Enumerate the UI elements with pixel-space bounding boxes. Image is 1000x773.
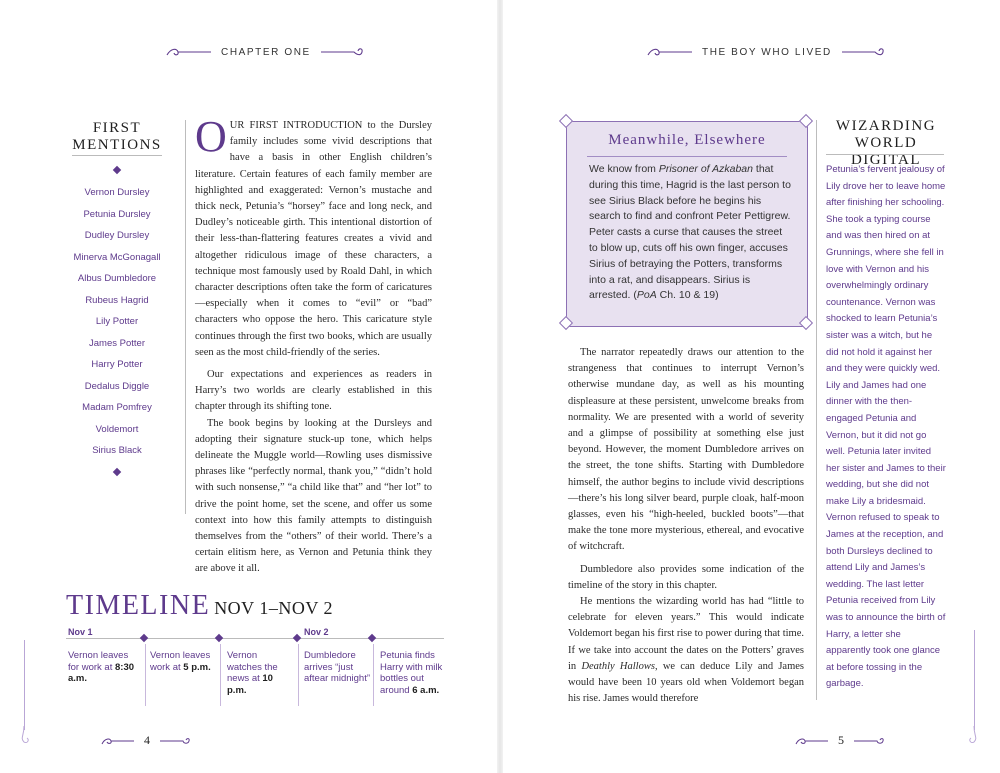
flourish-right-icon [842, 46, 888, 58]
timeline-heading: TIMELINE [66, 590, 211, 621]
timeline-separator [373, 644, 374, 706]
meanwhile-elsewhere-box [566, 121, 808, 327]
right-body-text [568, 345, 804, 707]
flourish-left-icon [794, 736, 828, 746]
wwd-title-line1: WIZARDING [835, 118, 937, 134]
chapter-title: THE BOY WHO LIVED [702, 46, 832, 58]
page-number: 4 [144, 733, 150, 747]
list-item: Petunia Dursley [83, 208, 151, 220]
flourish-left-icon [165, 46, 211, 58]
timeline-date: Nov 1 [68, 627, 93, 637]
timeline-event [227, 650, 293, 696]
list-item: James Potter [89, 337, 145, 349]
event-time: 5 p.m. [183, 661, 211, 673]
timeline-date: Nov 2 [304, 627, 329, 637]
flourish-left-icon [100, 736, 134, 746]
first-mentions-title-line2: MENTIONS [72, 137, 162, 153]
timeline-event [380, 650, 446, 696]
list-item: Voldemort [95, 423, 139, 435]
page-number: 5 [838, 733, 844, 747]
first-mentions-title [58, 120, 176, 154]
box-text: that during this time, Hagrid is the last person to see Sirius Black before he begins his search to find and confront Peter Pettigrew. Peter casts a curse that causes the street to blow up, cuts off his own finger, accuses Sirius of betraying the Potters, transforms into a rat, and disappears. Sirius is arrested. ( [589, 163, 791, 302]
timeline-range: NOV 1–NOV 2 [214, 598, 334, 618]
timeline-event [150, 650, 216, 673]
flourish-right-icon [321, 46, 367, 58]
wizarding-world-digital-text: Petunia’s fervent jealousy of Lily drove her to leave home after finishing her schooling. She took a typing course and was then hired on at Grunnings, where she fell in love with Vernon and his overwhelmingly ordinary countenance. Vernon was shocked to learn Petunia’s sister was a witch, but he did not hold it against her and they were quickly wed. Lily and James had one dinner with the then-engaged Petunia and Vernon, but it did not go well. Petunia later invited her sister and James to their wedding, but she did not make Lily a bridesmaid. Vernon refused to speak to James at the reception, and both Dursleys declined to attend Lily and James’s wedding. The last letter Petunia received from Lily was to announce the birth of Harry, a letter she apparently took one glance at before tossing in the garbage. [826, 164, 946, 690]
bracket-curl-icon [18, 726, 32, 744]
list-item: Rubeus Hagrid [85, 294, 149, 306]
paragraph: Our expectations and experiences as readers in Harry’s two worlds are clearly established in this chapter through its shifting tone. [195, 369, 432, 413]
running-head-right [646, 46, 888, 58]
column-divider [816, 120, 817, 700]
paragraph-text: UR FIRST INTRODUCTION to the Dursley family includes some vivid descriptions that have a basis in other English children’s literature. Certain features of each family member are highlighted and exaggerated: Vernon’s mustache and thick neck, Petunia’s “horsey” face and long neck, and Dudley’s noticeable girth. This intentional distortion of their less-than-flattering features creates a vivid and altogether ridiculous image of these characters, a technique most famously used by Roald Dahl, in which character descriptions often take the form of caricatures—especially when it comes to “evil” or “bad” characters who oppose the hero. This caricature style continues through the first two books, which are usually seen as the most child-friendly of the series. [195, 120, 432, 358]
list-item: Madam Pomfrey [82, 402, 152, 413]
list-item: Lily Potter [95, 316, 139, 327]
running-head-left [165, 46, 367, 58]
box-title: Meanwhile, Elsewhere [608, 132, 766, 148]
book-abbrev-italic: PoA [636, 289, 657, 302]
timeline-separator [220, 644, 221, 706]
chapter-label: CHAPTER ONE [221, 46, 311, 58]
sidebar-rule [826, 154, 944, 155]
event-text: Vernon leaves work at [150, 650, 211, 673]
list-item: Harry Potter [91, 359, 143, 370]
event-text: Petunia finds Harry with milk bottles out around [380, 650, 443, 696]
book-gutter [497, 0, 503, 773]
timeline-event [304, 650, 370, 685]
flourish-left-icon [646, 46, 692, 58]
list-item: Vernon Dursley [84, 187, 150, 198]
first-mentions-title-line1: FIRST [92, 120, 142, 136]
column-divider [185, 120, 186, 514]
timeline-axis [66, 638, 444, 639]
event-text: Dumbledore arrives “just aftear midnight” [304, 650, 371, 685]
wwd-title-line2: WORLD DIGITAL [850, 135, 922, 168]
flourish-right-icon [854, 736, 888, 746]
box-text: Ch. 10 & 19) [656, 289, 719, 302]
left-body-text [195, 112, 432, 578]
paragraph: The book begins by looking at the Dursleys and adopting their signature stuck-up tone, which helps delineate the Muggle world—Rowling uses dismissive phrases like “perfectly normal, thank you,” “didn’t hold with such nonsense,” “a child like that” and “her lot” to drive the point home, set the scene, and offer us some context into how this family attempts to distinguish themselves from the “others” of their world. There’s a certain elitism here, as Vernon and Petunia think they are above it all. [195, 417, 432, 575]
first-mentions-list [58, 182, 176, 462]
event-time: 6 a.m. [412, 684, 440, 696]
bracket-curl-icon [968, 726, 982, 744]
list-item: Dudley Dursley [84, 230, 150, 241]
folio-right [794, 733, 888, 748]
sidebar-rule [72, 155, 162, 156]
box-body [589, 162, 791, 304]
flourish-right-icon [160, 736, 194, 746]
timeline-separator [145, 644, 146, 706]
list-item: Sirius Black [92, 445, 142, 456]
paragraph-text: He mentions the wizarding world has had “little to celebrate for eleven years.” This would indicate Voldemort began his first rise to power during that time. If we take into account the dates on the Potters’ graves in [568, 596, 805, 672]
event-text: Vernon watches the news at [227, 650, 278, 685]
event-time: 8:30 a.m. [68, 661, 135, 685]
box-text: We know from [589, 163, 659, 175]
folio-left [100, 733, 194, 748]
timeline-event [68, 650, 138, 685]
list-item: Albus Dumbledore [77, 273, 157, 284]
book-title-italic: Deathly Hallows [581, 660, 655, 672]
event-time: 10 p.m. [227, 673, 273, 696]
paragraph [195, 112, 432, 361]
paragraph-text: , we can deduce Lily and James would have been 10 years old when Voldemort began his rise. James would therefore [568, 660, 805, 705]
timeline-separator [298, 644, 299, 706]
page-bracket [974, 630, 975, 730]
paragraph [568, 594, 804, 707]
drop-cap: O [195, 112, 227, 161]
paragraph: The narrator repeatedly draws our attention to the strangeness that continues to interrupt Vernon’s otherwise mundane day, as well as his mounting displeasure at these persistent, unwelcome breaks from normality. We are presented with a world of severity and a glimpse of possibility at something else just beyond. However, the moment Dumbledore arrives on the street, the tone shifts. Starting with Dumbledore himself, the author begins to include vivid descriptions—there’s his long silver beard, purple cloak, half-moon glasses, even his “high-heeled, buckled boots”—that make the tone more mysterious, ethereal, and evocative of witchcraft. [568, 347, 804, 553]
book-title-italic: Prisoner of Azkaban [658, 163, 753, 175]
list-item: Minerva McGonagall [73, 251, 161, 263]
paragraph: Dumbledore also provides some indication of the timeline of the story in this chapter. [568, 563, 804, 591]
list-item: Dedalus Diggle [84, 380, 150, 392]
timeline-title [66, 590, 333, 622]
event-text: Vernon leaves for work at [68, 650, 129, 673]
page-bracket [24, 640, 25, 730]
box-rule [587, 156, 787, 157]
